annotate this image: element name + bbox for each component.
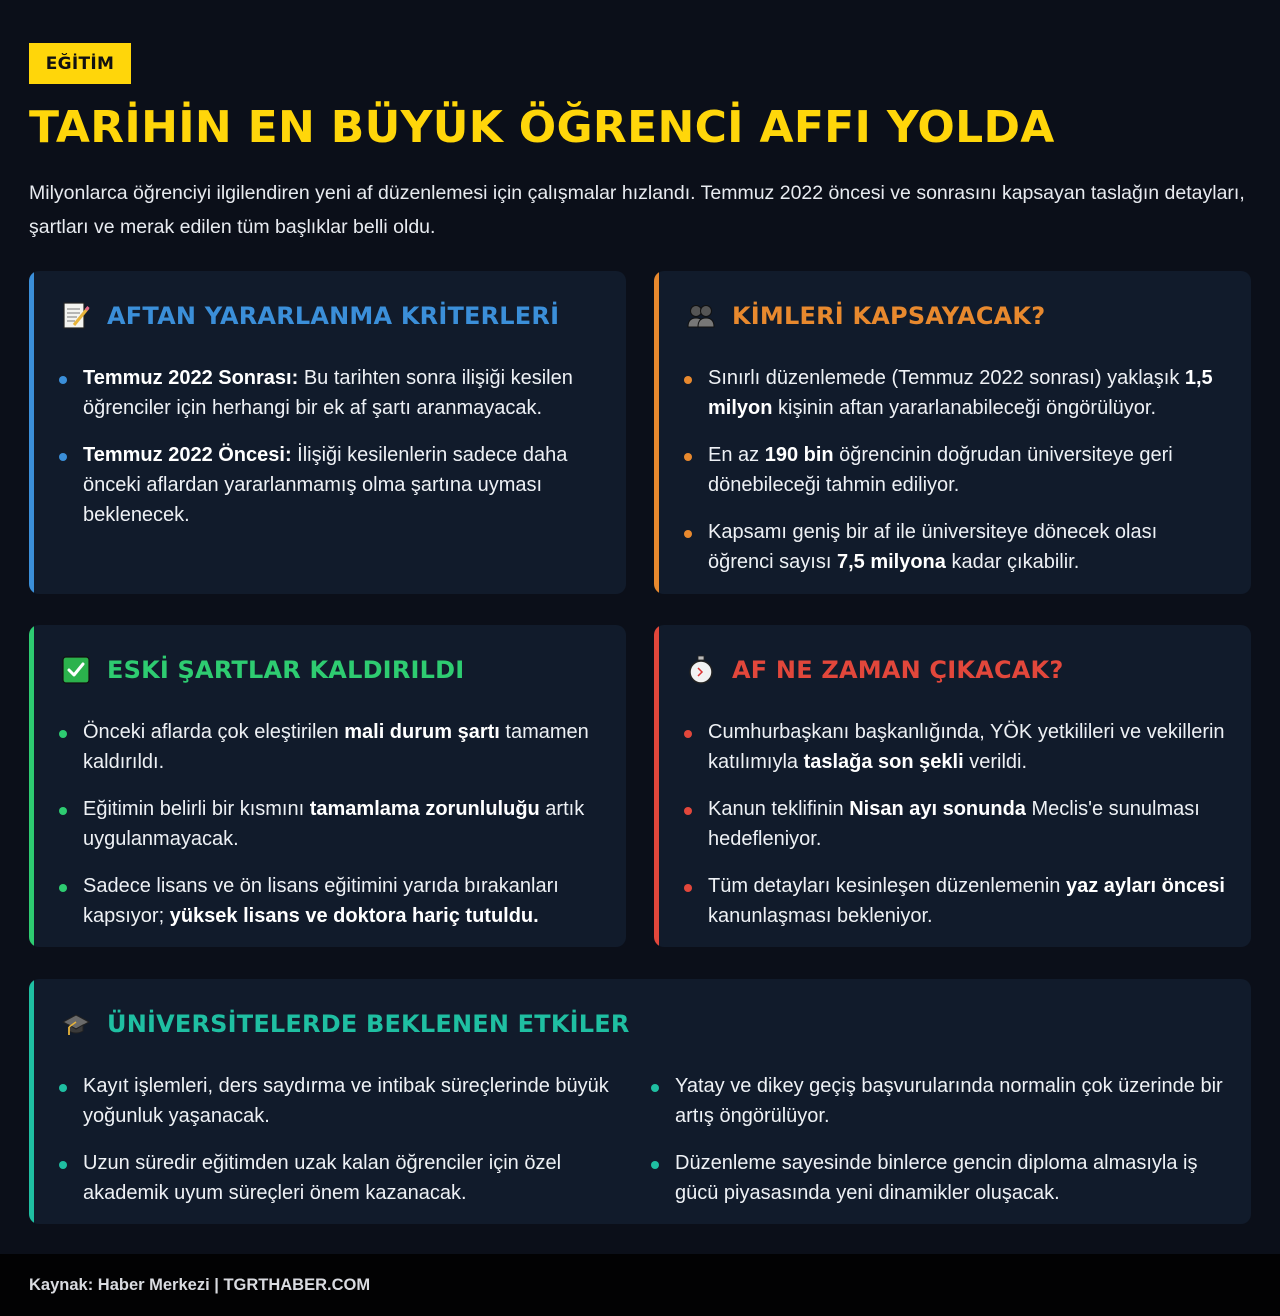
card-title: KİMLERİ KAPSAYACAK? [732, 302, 1046, 330]
list-item: Uzun süredir eğitimden uzak kalan öğrenciler için özel akademik uyum süreçleri önem kazanacak. [59, 1148, 633, 1208]
list-item: Eğitimin belirli bir kısmını tamamlama zorunluluğu artık uygulanmayacak. [59, 794, 602, 854]
footer [0, 1254, 1280, 1316]
bullet-dot [684, 453, 692, 461]
accent-bar [654, 271, 659, 594]
list-item: Cumhurbaşkanı başkanlığında, YÖK yetkilileri ve vekillerin katılımıyla taslağa son şekli verildi. [684, 717, 1227, 777]
people-icon [686, 301, 716, 331]
category-badge: EĞİTİM [29, 43, 131, 84]
card-criteria [29, 271, 626, 594]
list-item: En az 190 bin öğrencinin doğrudan üniversiteye geri dönebileceği tahmin ediliyor. [684, 440, 1227, 500]
bullet-list [59, 1071, 1225, 1224]
accent-bar [29, 979, 34, 1224]
list-item: Kapsamı geniş bir af ile üniversiteye dönecek olası öğrenci sayısı 7,5 milyona kadar çıkabilir. [684, 517, 1227, 577]
card-title: ÜNİVERSİTELERDE BEKLENEN ETKİLER [107, 1010, 630, 1038]
page-title: TARİHİN EN BÜYÜK ÖĞRENCİ AFFI YOLDA [29, 102, 1055, 153]
bullet-dot [684, 807, 692, 815]
bullet-dot [684, 884, 692, 892]
card-coverage [654, 271, 1251, 594]
memo-icon [61, 301, 91, 331]
card-removed-conditions [29, 625, 626, 947]
list-item: Sınırlı düzenlemede (Temmuz 2022 sonrası) yaklaşık 1,5 milyon kişinin aftan yararlanabileceği öngörülüyor. [684, 363, 1227, 423]
graduation-cap-icon [61, 1009, 91, 1039]
list-item: Sadece lisans ve ön lisans eğitimini yarıda bırakanları kapsıyor; yüksek lisans ve doktora hariç tutuldu. [59, 871, 602, 931]
bullet-list [59, 717, 602, 947]
bullet-dot [59, 884, 67, 892]
bullet-dot [59, 1084, 67, 1092]
list-item: Yatay ve dikey geçiş başvurularında normalin çok üzerinde bir artış öngörülüyor. [651, 1071, 1225, 1131]
list-item: Temmuz 2022 Sonrası: Bu tarihten sonra ilişiği kesilen öğrenciler için herhangi bir ek af şartı aranmayacak. [59, 363, 602, 423]
bullet-dot [684, 530, 692, 538]
bullet-dot [59, 807, 67, 815]
bullet-list [684, 363, 1227, 594]
bullet-list [59, 363, 602, 547]
card-title: AF NE ZAMAN ÇIKACAK? [732, 656, 1064, 684]
bullet-dot [651, 1084, 659, 1092]
bullet-dot [651, 1161, 659, 1169]
bullet-list [684, 717, 1227, 947]
list-item: Kayıt işlemleri, ders saydırma ve intibak süreçlerinde büyük yoğunluk yaşanacak. [59, 1071, 633, 1131]
list-item: Temmuz 2022 Öncesi: İlişiği kesilenlerin sadece daha önceki aflardan yararlanmamış olma şartına uyması beklenecek. [59, 440, 602, 530]
bullet-dot [684, 376, 692, 384]
card-title: AFTAN YARARLANMA KRİTERLERİ [107, 302, 560, 330]
accent-bar [654, 625, 659, 947]
source-credit: Kaynak: Haber Merkezi | TGRTHABER.COM [29, 1276, 371, 1294]
bullet-dot [59, 376, 67, 384]
list-item: Düzenleme sayesinde binlerce gencin diploma almasıyla iş gücü piyasasında yeni dinamikler oluşacak. [651, 1148, 1225, 1208]
accent-bar [29, 271, 34, 594]
bullet-dot [59, 730, 67, 738]
card-university-effects [29, 979, 1251, 1224]
bullet-dot [59, 1161, 67, 1169]
page-subtitle: Milyonlarca öğrenciyi ilgilendiren yeni af düzenlemesi için çalışmalar hızlandı. Temmuz 2022 öncesi ve sonrasını kapsayan taslağın detayları, şartları ve merak edilen tüm başlıklar belli oldu. [29, 182, 1245, 238]
card-title: ESKİ ŞARTLAR KALDIRILDI [107, 656, 465, 684]
bullet-dot [59, 453, 67, 461]
stopwatch-icon [686, 655, 716, 685]
check-icon [61, 655, 91, 685]
list-item: Kanun teklifinin Nisan ayı sonunda Meclis'e sunulması hedefleniyor. [684, 794, 1227, 854]
accent-bar [29, 625, 34, 947]
list-item: Önceki aflarda çok eleştirilen mali durum şartı tamamen kaldırıldı. [59, 717, 602, 777]
bullet-dot [684, 730, 692, 738]
list-item: Tüm detayları kesinleşen düzenlemenin yaz ayları öncesi kanunlaşması bekleniyor. [684, 871, 1227, 931]
card-timeline [654, 625, 1251, 947]
